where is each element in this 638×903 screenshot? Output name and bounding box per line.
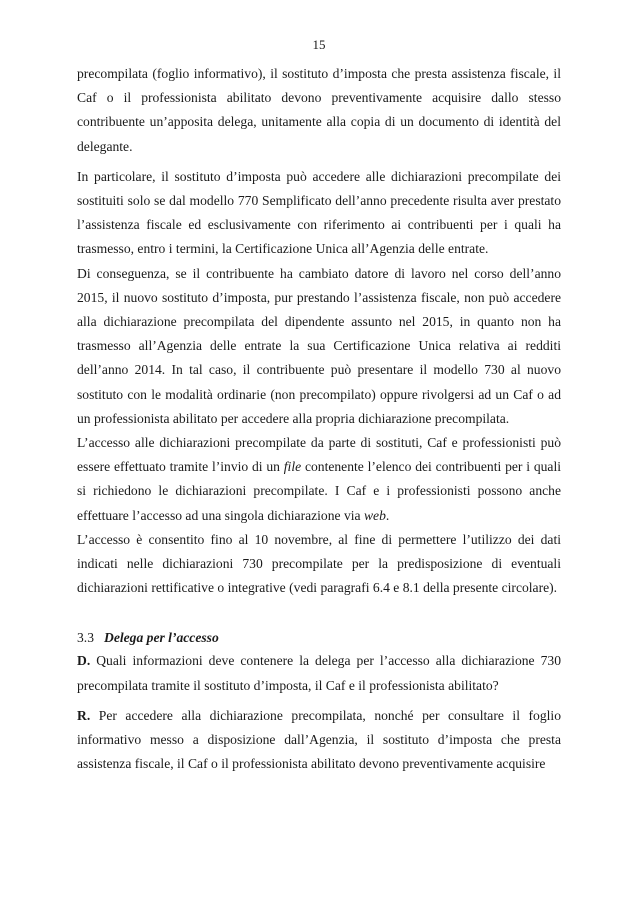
question-text: Quali informazioni deve contenere la delega per l’accesso alla dichiarazione 730 precompilata tramite il sostituto d’imposta, il Caf e il professionista abilitato? bbox=[77, 653, 561, 693]
answer-text: Per accedere alla dichiarazione precompilata, nonché per consultare il foglio informativo messo a disposizione dall’Agenzia, il sostituto d’imposta che presta assistenza fiscale, il Caf o il professionista abilitato devono preventivamente acquisire bbox=[77, 707, 561, 772]
answer-paragraph bbox=[77, 704, 561, 777]
section-number: 3.3 bbox=[77, 630, 94, 646]
paragraph-sostituto-accesso: In particolare, il sostituto d’imposta può accedere alle dichiarazioni precompilate dei sostituiti solo se dal modello 770 Semplificato dell’anno precedente risulta aver prestato l’assistenza fiscale ed esclusivamente con riferimento ai contribuenti per i quali ha trasmesso, entro i termini, la Certificazione Unica all’Agenzia delle entrate. bbox=[77, 168, 561, 257]
paragraph-delega-intro: precompilata (foglio informativo), il sostituto d’imposta che presta assistenza fiscale, il Caf o il professionista abilitato devono preventivamente acquisire dallo stesso contribuente un’apposita delega, unitamente alla copia di un documento di identità del delegante. bbox=[77, 66, 561, 154]
answer-label: R. bbox=[77, 707, 91, 723]
question-paragraph bbox=[77, 649, 561, 697]
page-number: 15 bbox=[312, 37, 326, 52]
text-segment: contenente l’elenco dei contribuenti per i quali si richiedono le dichiarazioni precompilate. I Caf e i professionisti possono anche effettuare l’accesso ad una singola dichiarazione via bbox=[77, 459, 561, 523]
term-web: web bbox=[363, 507, 386, 523]
paragraph-modalita-accesso bbox=[77, 431, 561, 528]
text-segment: . bbox=[385, 507, 390, 523]
document-body bbox=[77, 62, 561, 776]
question-label: D. bbox=[77, 653, 91, 669]
section-heading bbox=[77, 627, 561, 649]
paragraph-cambio-datore: Di conseguenza, se il contribuente ha cambiato datore di lavoro nel corso dell’anno 2015, il nuovo sostituto d’imposta, pur prestando l’assistenza fiscale, non può accedere alla dichiarazione precompilata del dipendente assunto nel 2015, in quanto non ha trasmesso all’Agenzia delle entrate la sua Certificazione Unica relativa ai redditi dell’anno 2014. In tal caso, il contribuente può presentare il modello 730 al nuovo sostituto con le modalità ordinarie (non precompilato) oppure rivolgersi ad un Caf o ad un professionista abilitato per accedere alla propria dichiarazione precompilata. bbox=[77, 265, 561, 426]
paragraph-termine-accesso: L’accesso è consentito fino al 10 novembre, al fine di permettere l’utilizzo dei dati indicati nelle dichiarazioni 730 precompilate per la predisposizione di eventuali dichiarazioni rettificative o integrative (vedi paragrafi 6.4 e 8.1 della presente circolare). bbox=[77, 531, 561, 596]
section-title: Delega per l’accesso bbox=[104, 630, 219, 646]
text-segment: L’accesso alle dichiarazioni precompilate da parte di sostituti, Caf e professionisti può essere effettuato tramite l’invio di un bbox=[77, 435, 561, 475]
term-file: file bbox=[283, 459, 302, 475]
